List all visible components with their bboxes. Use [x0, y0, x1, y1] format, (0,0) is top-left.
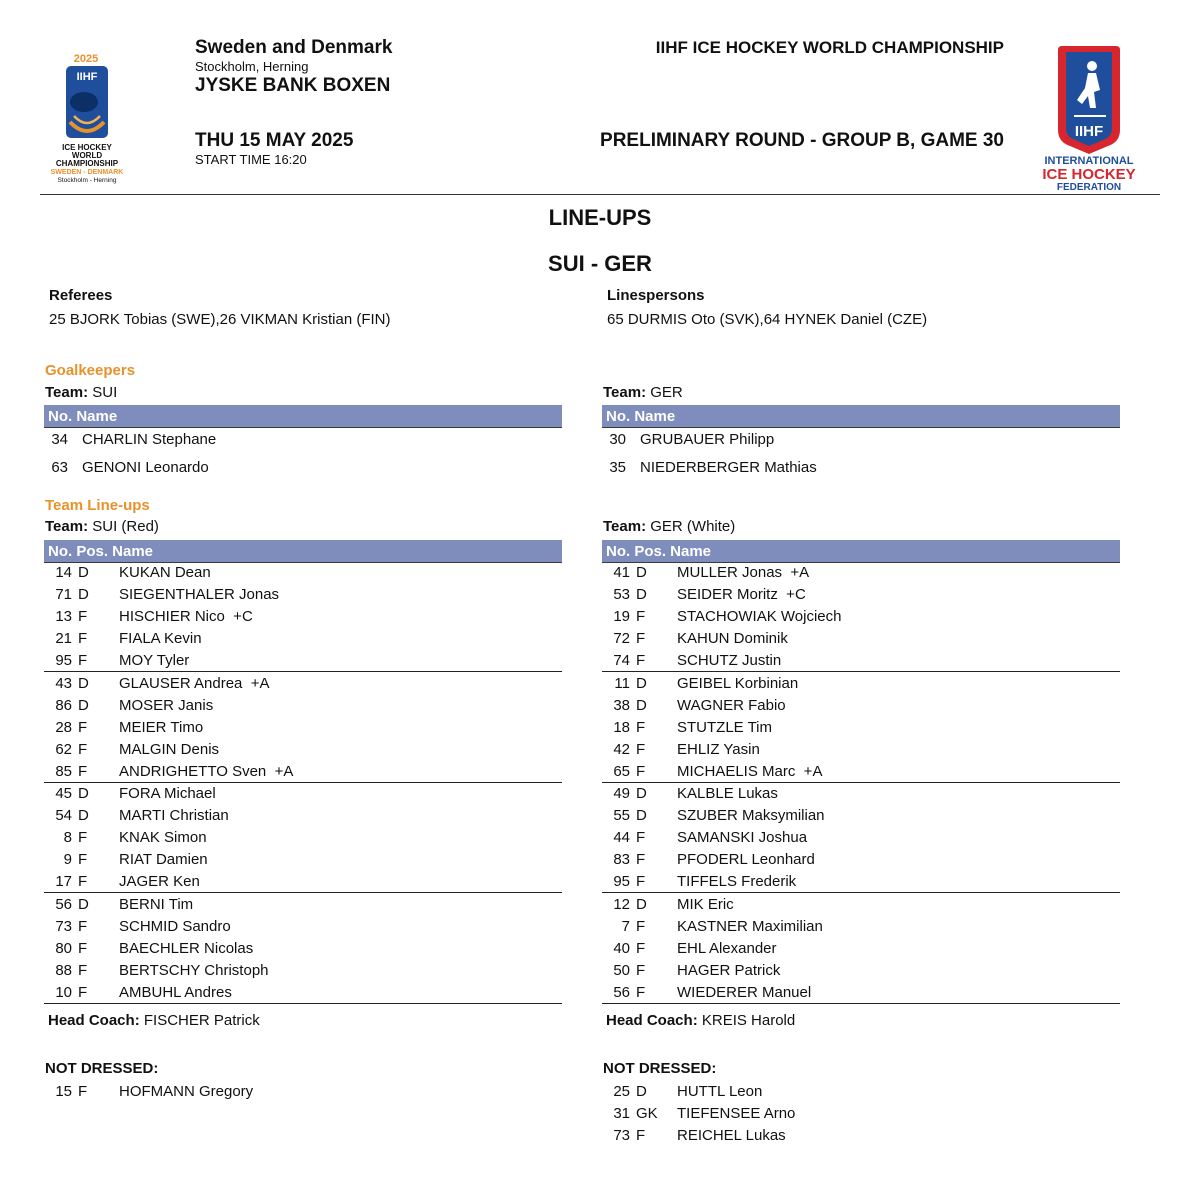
player-position: D — [78, 586, 89, 604]
head-coach-ger — [606, 1012, 795, 1030]
player-name: MIK Eric — [677, 895, 734, 913]
lineup-team-label: Team: — [603, 518, 647, 535]
lineup-row — [44, 827, 562, 849]
player-position: D — [78, 564, 89, 581]
logo-line5: Stockholm - Herning — [57, 177, 117, 184]
player-name: JAGER Ken — [119, 873, 200, 891]
wch-2025-logo — [40, 50, 138, 190]
lineup-row — [602, 584, 1120, 606]
lineup-row — [602, 761, 1120, 783]
player-position: F — [78, 939, 88, 957]
logo-year: 2025 — [73, 53, 99, 65]
lineup-row — [602, 849, 1120, 871]
logo-line2: WORLD — [71, 151, 103, 160]
player-number: 30 — [609, 431, 626, 448]
player-number: 49 — [613, 785, 630, 802]
lineup-row — [602, 960, 1120, 982]
player-position: D — [636, 807, 647, 825]
logo-line3: CHAMPIONSHIP — [55, 159, 119, 168]
player-name: FORA Michael — [119, 785, 216, 802]
venue-arena: JYSKE BANK BOXEN — [195, 75, 391, 96]
player-name: KNAK Simon — [119, 829, 207, 847]
lineup-table-ger — [602, 540, 1122, 1010]
player-number: 8 — [63, 829, 72, 847]
linespersons-label: Linespersons — [607, 287, 705, 304]
goalkeepers-title: Goalkeepers — [45, 362, 136, 379]
player-position: D — [636, 586, 647, 604]
lineup-team-label: Team: — [45, 518, 89, 535]
not-dressed-row — [602, 1103, 1120, 1125]
player-number: 34 — [51, 431, 68, 448]
player-number: 21 — [55, 630, 72, 648]
player-position: F — [636, 608, 646, 626]
lineup-row — [602, 628, 1120, 650]
lineup-row — [602, 982, 1120, 1004]
player-position: F — [78, 961, 88, 979]
player-position: F — [636, 939, 646, 957]
player-number: 11 — [614, 674, 630, 692]
player-position: D — [636, 564, 647, 581]
player-name: GEIBEL Korbinian — [677, 674, 799, 692]
player-number: 44 — [613, 829, 630, 847]
player-name: STACHOWIAK Wojciech — [677, 608, 842, 626]
player-position: F — [636, 983, 646, 1001]
player-position: F — [636, 630, 646, 648]
player-position: F — [78, 652, 88, 670]
lineup-table-header: No. Pos. Name — [602, 540, 1120, 563]
player-name: HUTTL Leon — [677, 1083, 763, 1100]
player-name: SCHUTZ Justin — [677, 652, 782, 670]
lineup-row — [602, 562, 1120, 584]
lineup-row — [602, 916, 1120, 938]
player-name: CHARLIN Stephane — [82, 431, 217, 448]
player-position: F — [78, 851, 88, 869]
player-number: 38 — [613, 696, 630, 714]
gk-team-name: GER — [650, 384, 683, 401]
head-coach-label: Head Coach: — [606, 1012, 698, 1029]
player-number: 86 — [55, 696, 72, 714]
player-name: TIFFELS Frederik — [677, 873, 797, 891]
gk-table-header: No. Name — [44, 405, 562, 428]
lineup-row — [44, 584, 562, 606]
player-number: 74 — [613, 652, 630, 670]
player-number: 88 — [55, 961, 72, 979]
player-position: F — [636, 718, 646, 736]
player-position: D — [636, 674, 647, 692]
player-number: 14 — [55, 564, 72, 581]
player-name: NIEDERBERGER Mathias — [640, 459, 817, 476]
head-coach-label: Head Coach: — [48, 1012, 140, 1029]
player-name: GLAUSER Andrea +A — [119, 674, 270, 692]
lineup-row — [602, 871, 1120, 893]
player-position: D — [78, 807, 89, 825]
player-name: BERTSCHY Christoph — [119, 961, 269, 979]
player-position: F — [78, 740, 88, 758]
lineup-row — [602, 938, 1120, 960]
player-number: 83 — [613, 851, 630, 869]
date-block — [195, 130, 353, 168]
player-number: 54 — [55, 807, 72, 825]
logo-brand: IIHF — [76, 71, 98, 83]
gk-table-ger — [602, 405, 1122, 485]
lineup-row — [602, 606, 1120, 628]
logo-line4: SWEDEN - DENMARK — [50, 169, 124, 176]
player-name: REICHEL Lukas — [677, 1127, 786, 1144]
lineup-team-ger — [603, 518, 735, 536]
start-time: START TIME 16:20 — [195, 152, 307, 167]
player-number: 95 — [613, 873, 630, 891]
player-position: D — [636, 1083, 647, 1100]
player-number: 62 — [55, 740, 72, 758]
player-name: MULLER Jonas +A — [677, 564, 810, 581]
player-number: 13 — [55, 608, 72, 626]
lineup-row — [602, 650, 1120, 672]
lineup-table-header: No. Pos. Name — [44, 540, 562, 563]
wch-2025-emblem-icon — [40, 50, 138, 190]
player-number: 80 — [55, 939, 72, 957]
player-name: GENONI Leonardo — [82, 459, 209, 476]
player-position: F — [636, 829, 646, 847]
lineup-row — [44, 849, 562, 871]
player-number: 85 — [55, 762, 72, 780]
lineup-row — [44, 894, 562, 916]
head-coach-name: FISCHER Patrick — [143, 1012, 260, 1029]
player-name: WIEDERER Manuel — [677, 983, 812, 1001]
player-number: 72 — [613, 630, 630, 648]
lineup-team-sui — [45, 518, 159, 536]
lineup-row — [44, 938, 562, 960]
player-position: D — [78, 674, 89, 692]
player-name: MALGIN Denis — [119, 740, 220, 758]
lineup-row — [44, 739, 562, 761]
lineup-row — [44, 783, 562, 805]
lineup-row — [44, 982, 562, 1004]
player-name: SAMANSKI Joshua — [677, 829, 808, 847]
player-number: 73 — [613, 1127, 630, 1144]
lineup-row — [602, 695, 1120, 717]
player-name: PFODERL Leonhard — [677, 851, 815, 869]
goalkeeper-row — [602, 429, 1120, 451]
player-position: F — [636, 652, 646, 670]
player-name: RIAT Damien — [119, 851, 208, 869]
player-name: MEIER Timo — [119, 718, 204, 736]
not-dressed-row — [602, 1081, 1120, 1103]
lineup-team-name: SUI (Red) — [92, 518, 159, 535]
gk-team-name: SUI — [92, 384, 118, 401]
player-name: MOSER Janis — [119, 696, 214, 714]
game-date: THU 15 MAY 2025 — [195, 130, 354, 151]
player-name: SZUBER Maksymilian — [677, 807, 825, 825]
player-number: 25 — [613, 1083, 630, 1100]
gk-table-sui — [44, 405, 564, 485]
lineup-row — [44, 695, 562, 717]
goalkeeper-row — [602, 457, 1120, 479]
not-dressed-list-sui — [44, 1081, 564, 1151]
lineup-row — [602, 717, 1120, 739]
not-dressed-row — [602, 1125, 1120, 1147]
player-number: 7 — [621, 917, 630, 935]
player-name: BERNI Tim — [119, 895, 194, 913]
lineup-row — [44, 916, 562, 938]
player-name: HOFMANN Gregory — [119, 1083, 254, 1100]
referees-label: Referees — [49, 287, 113, 304]
player-position: D — [78, 785, 89, 802]
lineups-title: Team Line-ups — [45, 497, 150, 514]
player-position: D — [78, 895, 89, 913]
player-name: SCHMID Sandro — [119, 917, 231, 935]
player-name: ANDRIGHETTO Sven +A — [119, 762, 294, 780]
player-position: F — [78, 1083, 88, 1100]
lineup-row — [602, 827, 1120, 849]
player-number: 41 — [613, 564, 630, 581]
player-number: 12 — [613, 895, 630, 913]
lineup-row — [44, 761, 562, 783]
player-name: EHL Alexander — [677, 939, 777, 957]
player-number: 28 — [55, 718, 72, 736]
player-position: D — [636, 895, 647, 913]
player-name: WAGNER Fabio — [677, 696, 786, 714]
championship-title: IIHF ICE HOCKEY WORLD CHAMPIONSHIP — [655, 38, 1004, 57]
player-position: GK — [636, 1105, 658, 1122]
head-coach-sui — [48, 1012, 260, 1030]
iihf-logo-line2: ICE HOCKEY — [1042, 166, 1136, 183]
player-number: 18 — [613, 718, 630, 736]
lineup-row — [44, 562, 562, 584]
player-name: TIEFENSEE Arno — [677, 1105, 796, 1122]
lineup-row — [602, 894, 1120, 916]
lineup-row — [602, 739, 1120, 761]
player-number: 10 — [55, 983, 72, 1001]
player-name: AMBUHL Andres — [119, 983, 232, 1001]
player-name: HISCHIER Nico +C — [119, 608, 253, 626]
player-number: 56 — [613, 983, 630, 1001]
iihf-logo-line1: INTERNATIONAL — [1044, 155, 1134, 167]
gk-team-label: Team: — [45, 384, 89, 401]
player-position: D — [636, 785, 647, 802]
iihf-emblem-icon — [1030, 42, 1148, 194]
document-title: LINE-UPS — [548, 205, 652, 230]
lineup-row — [602, 673, 1120, 695]
player-number: 17 — [55, 873, 72, 891]
player-number: 9 — [63, 851, 72, 869]
referees-value: 25 BJORK Tobias (SWE),26 VIKMAN Kristian (FIN) — [49, 311, 391, 328]
player-number: 53 — [613, 586, 630, 604]
lineup-row — [602, 783, 1120, 805]
player-position: F — [78, 983, 88, 1001]
player-name: STUTZLE Tim — [677, 718, 773, 736]
player-name: EHLIZ Yasin — [677, 740, 760, 758]
goalkeeper-row — [44, 429, 562, 451]
player-position: D — [636, 696, 647, 714]
player-number: 73 — [55, 917, 72, 935]
round-title: PRELIMINARY ROUND - GROUP B, GAME 30 — [600, 130, 1004, 151]
player-position: F — [78, 630, 88, 648]
player-number: 45 — [55, 785, 72, 802]
player-number: 63 — [51, 459, 68, 476]
not-dressed-list-ger — [602, 1081, 1122, 1151]
player-position: F — [636, 762, 646, 780]
player-name: BAECHLER Nicolas — [119, 939, 254, 957]
lineup-team-name: GER (White) — [650, 518, 736, 535]
player-number: 42 — [613, 740, 630, 758]
player-position: F — [636, 1127, 646, 1144]
not-dressed-row — [44, 1081, 562, 1103]
logo-line1: ICE HOCKEY — [62, 143, 112, 152]
venue-country: Sweden and Denmark — [195, 37, 393, 58]
player-position: D — [78, 696, 89, 714]
lineup-row — [44, 960, 562, 982]
player-name: FIALA Kevin — [119, 630, 202, 648]
venue-city: Stockholm, Herning — [195, 59, 309, 74]
gk-table-header: No. Name — [602, 405, 1120, 428]
not-dressed-title-sui: NOT DRESSED: — [45, 1060, 159, 1077]
venue-block — [195, 37, 392, 97]
lineup-row — [44, 673, 562, 695]
head-coach-name: KREIS Harold — [701, 1012, 796, 1029]
player-position: F — [78, 873, 88, 891]
player-name: HAGER Patrick — [677, 961, 781, 979]
goalkeeper-row — [44, 457, 562, 479]
lineup-row — [44, 628, 562, 650]
player-position: F — [78, 829, 88, 847]
player-position: F — [636, 851, 646, 869]
player-number: 43 — [55, 674, 72, 692]
player-name: MARTI Christian — [119, 807, 229, 825]
not-dressed-title-ger: NOT DRESSED: — [603, 1060, 717, 1077]
linespersons-value: 65 DURMIS Oto (SVK),64 HYNEK Daniel (CZE) — [607, 311, 928, 328]
player-number: 35 — [609, 459, 626, 476]
player-number: 65 — [613, 762, 630, 780]
player-position: F — [78, 917, 88, 935]
player-position: F — [636, 961, 646, 979]
player-position: F — [78, 718, 88, 736]
iihf-logo — [1030, 42, 1148, 194]
lineup-row — [602, 805, 1120, 827]
player-position: F — [636, 917, 646, 935]
player-name: SEIDER Moritz +C — [677, 586, 806, 604]
lineup-row — [44, 871, 562, 893]
lineup-row — [44, 650, 562, 672]
lineup-row — [44, 717, 562, 739]
player-name: SIEGENTHALER Jonas — [119, 586, 280, 604]
player-number: 55 — [613, 807, 630, 825]
lineup-row — [44, 606, 562, 628]
header-divider — [40, 194, 1160, 195]
player-number: 56 — [55, 895, 72, 913]
player-name: KAHUN Dominik — [677, 630, 788, 648]
player-position: F — [78, 608, 88, 626]
player-name: MOY Tyler — [119, 652, 190, 670]
player-position: F — [636, 740, 646, 758]
gk-team-label: Team: — [603, 384, 647, 401]
lineup-row — [44, 805, 562, 827]
player-number: 15 — [55, 1083, 72, 1100]
iihf-logo-brand: IIHF — [1074, 123, 1104, 140]
gk-team-sui — [45, 384, 117, 402]
player-name: KUKAN Dean — [119, 564, 211, 581]
matchup-title: SUI - GER — [548, 251, 652, 276]
player-number: 50 — [613, 961, 630, 979]
player-name: MICHAELIS Marc +A — [677, 762, 823, 780]
player-number: 95 — [55, 652, 72, 670]
player-name: KASTNER Maximilian — [677, 917, 823, 935]
player-number: 19 — [613, 608, 630, 626]
player-position: F — [636, 873, 646, 891]
lineup-table-sui — [44, 540, 564, 1010]
player-number: 31 — [613, 1105, 630, 1122]
player-name: KALBLE Lukas — [677, 785, 778, 802]
iihf-logo-line3: FEDERATION — [1056, 182, 1122, 193]
player-number: 40 — [613, 939, 630, 957]
player-number: 71 — [55, 586, 72, 604]
player-name: GRUBAUER Philipp — [640, 431, 775, 448]
gk-team-ger — [603, 384, 683, 402]
player-position: F — [78, 762, 88, 780]
